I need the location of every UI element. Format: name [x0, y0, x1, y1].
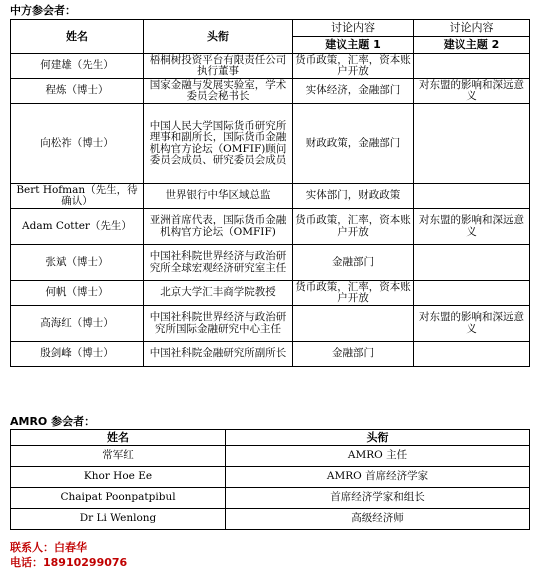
table-row [11, 54, 530, 79]
amro-header-name: 姓名 [11, 430, 226, 446]
header-topic-group-2: 讨论内容 [414, 20, 530, 37]
table-row [11, 209, 530, 245]
cell-topic1: 金融部门 [293, 342, 414, 367]
cell-topic2 [414, 281, 530, 306]
header-title: 头衔 [144, 20, 293, 54]
contact-person: 联系人：白春华 [10, 541, 87, 554]
cell-name: Adam Cotter（先生） [11, 209, 144, 245]
amro-participants-table [10, 429, 530, 530]
cell-topic1: 金融部门 [293, 245, 414, 281]
cell-title: 中国人民大学国际货币研究所理事和副所长，国际货币金融机构官方论坛（OMFIF)顾问委员会成员、研究委员会成员 [144, 104, 293, 184]
cell-topic2: 对东盟的影响和深远意义 [414, 209, 530, 245]
table-row [11, 488, 530, 509]
header-topic-group-1: 讨论内容 [293, 20, 414, 37]
table-row [11, 245, 530, 281]
table-row [11, 342, 530, 367]
cell-title: 世界银行中华区域总监 [144, 184, 293, 209]
header-topic-2: 建议主题 2 [414, 37, 530, 54]
amro-cell-name: Khor Hoe Ee [11, 467, 226, 488]
cell-name: 何建雄（先生） [11, 54, 144, 79]
cell-topic1: 财政政策，金融部门 [293, 104, 414, 184]
cell-name: 何帆（博士） [11, 281, 144, 306]
table-row [11, 467, 530, 488]
cell-topic2 [414, 54, 530, 79]
cell-name: Bert Hofman（先生，待确认） [11, 184, 144, 209]
cell-topic2 [414, 104, 530, 184]
amro-header-title: 头衔 [226, 430, 530, 446]
contact-phone: 电话：18910299076 [10, 556, 128, 569]
cell-title: 国家金融与发展实验室，学术委员会秘书长 [144, 79, 293, 104]
cell-topic2 [414, 245, 530, 281]
cell-name: 殷剑峰（博士） [11, 342, 144, 367]
amro-cell-title: 首席经济学家和组长 [226, 488, 530, 509]
table-row [11, 509, 530, 530]
header-topic-1: 建议主题 1 [293, 37, 414, 54]
cell-title: 中国社科院金融研究所副所长 [144, 342, 293, 367]
cell-title: 亚洲首席代表，国际货币金融机构官方论坛（OMFIF) [144, 209, 293, 245]
cell-topic2 [414, 184, 530, 209]
cell-title: 中国社科院世界经济与政治研究所国际金融研究中心主任 [144, 306, 293, 342]
cell-name: 张斌（博士） [11, 245, 144, 281]
cell-topic2: 对东盟的影响和深远意义 [414, 306, 530, 342]
cell-title: 梧桐树投资平台有限责任公司执行董事 [144, 54, 293, 79]
table-row [11, 104, 530, 184]
cell-name: 向松祚（博士） [11, 104, 144, 184]
amro-cell-name: Chaipat Poonpatpibul [11, 488, 226, 509]
amro-cell-name: 常军红 [11, 446, 226, 467]
table-row [11, 306, 530, 342]
table-row [11, 446, 530, 467]
cell-title: 中国社科院世界经济与政治研究所全球宏观经济研究室主任 [144, 245, 293, 281]
cell-name: 程炼（博士） [11, 79, 144, 104]
amro-section-title: AMRO 参会者： [10, 415, 96, 428]
cell-topic2: 对东盟的影响和深远意义 [414, 79, 530, 104]
china-section-title: 中方参会者： [10, 4, 76, 17]
cell-topic1: 货币政策，汇率，资本账户开放 [293, 209, 414, 245]
table-row [11, 79, 530, 104]
cell-topic1 [293, 306, 414, 342]
cell-topic1: 实体部门，财政政策 [293, 184, 414, 209]
china-participants-table [10, 19, 530, 367]
amro-cell-title: AMRO 首席经济学家 [226, 467, 530, 488]
table-row [11, 281, 530, 306]
cell-topic2 [414, 342, 530, 367]
amro-cell-title: AMRO 主任 [226, 446, 530, 467]
cell-topic1: 实体经济，金融部门 [293, 79, 414, 104]
amro-cell-name: Dr Li Wenlong [11, 509, 226, 530]
cell-title: 北京大学汇丰商学院教授 [144, 281, 293, 306]
cell-topic1: 货币政策，汇率，资本账户开放 [293, 281, 414, 306]
table-row [11, 184, 530, 209]
cell-topic1: 货币政策，汇率，资本账户开放 [293, 54, 414, 79]
amro-cell-title: 高级经济师 [226, 509, 530, 530]
cell-name: 高海红（博士） [11, 306, 144, 342]
header-name: 姓名 [11, 20, 144, 54]
